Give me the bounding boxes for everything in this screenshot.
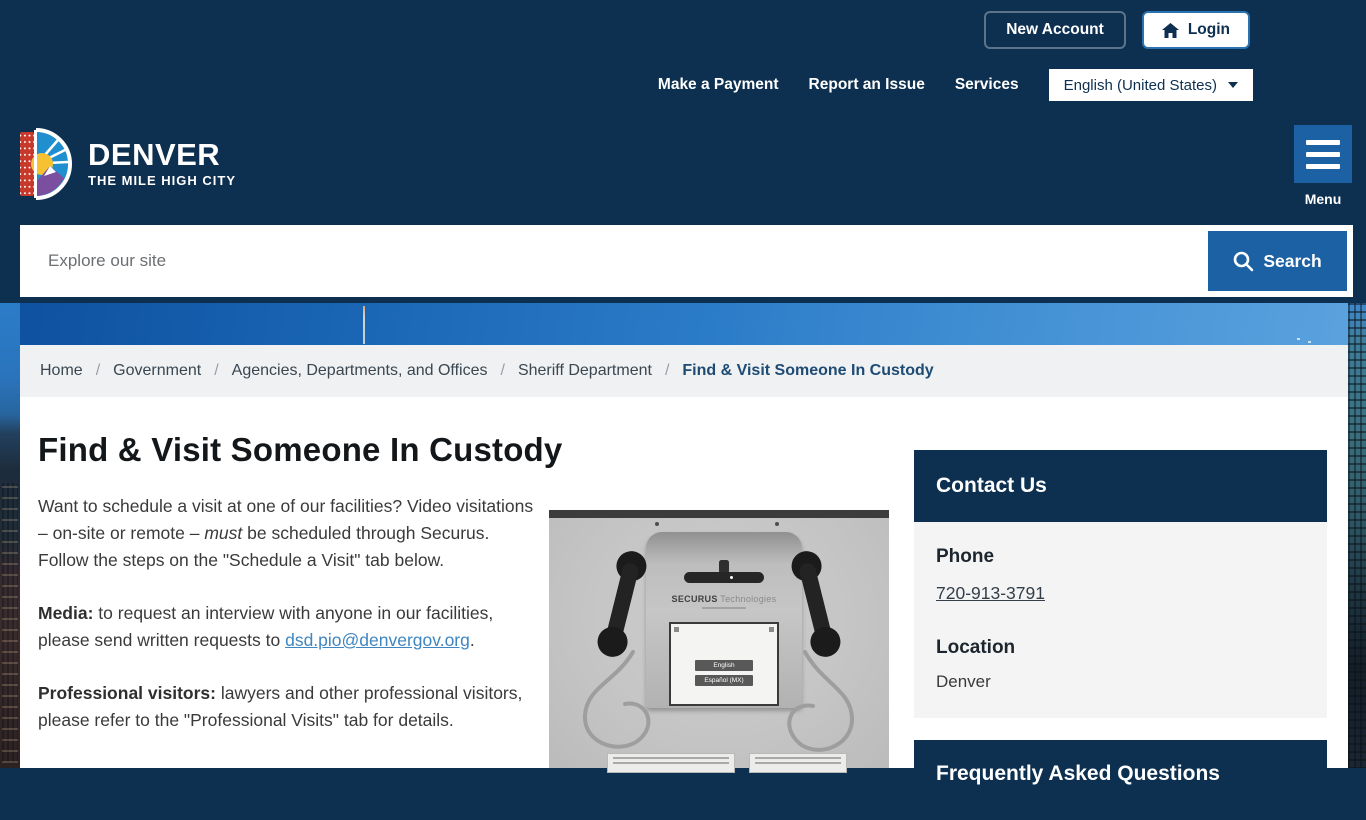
menu-button[interactable] (1293, 125, 1353, 207)
breadcrumb-home[interactable]: Home (40, 362, 83, 379)
breadcrumb-agencies[interactable]: Agencies, Departments, and Offices (231, 362, 488, 379)
body-copy (38, 493, 543, 760)
contact-us-heading: Contact Us (936, 474, 1047, 497)
phone-link[interactable]: 720-913-3791 (936, 583, 1045, 603)
breadcrumb-sheriff-department[interactable]: Sheriff Department (517, 362, 652, 379)
denver-logo-emblem (18, 126, 74, 202)
breadcrumb (20, 345, 1348, 397)
contact-us-header (914, 450, 1327, 522)
search-icon (1233, 251, 1253, 271)
language-selector-value: English (United States) (1063, 76, 1217, 94)
background-skyline-left (0, 303, 20, 768)
menu-label: Menu (1304, 191, 1342, 207)
home-icon (1162, 23, 1179, 38)
login-label: Login (1187, 21, 1230, 38)
page-title: Find & Visit Someone In Custody (38, 431, 563, 468)
skyline-light (1297, 338, 1300, 340)
paragraph-professional-visitors: Professional visitors: lawyers and other professional visitors, please refer to the "Professional Visits" tab for details. (38, 683, 523, 730)
second-panel-heading: Frequently Asked Questions (936, 762, 1220, 785)
breadcrumb-separator: / (214, 362, 219, 379)
login-button[interactable] (1142, 11, 1250, 49)
hamburger-icon (1294, 125, 1352, 183)
search-button-label: Search (1263, 250, 1322, 271)
kiosk-brand-light: Technologies (720, 594, 777, 604)
phone-label: Phone (936, 546, 995, 567)
paragraph-media: Media: to request an interview with anyone in our facilities, please send written requests to dsd.pio@denvergov.org. (38, 603, 494, 650)
wall-notice (749, 753, 847, 773)
skyline-light (1308, 341, 1311, 343)
site-search (20, 225, 1353, 297)
wall-notice (607, 753, 735, 773)
denver-logo-text (88, 137, 236, 188)
breadcrumb-current: Find & Visit Someone In Custody (682, 362, 934, 379)
site-header (0, 0, 1366, 303)
nav-services[interactable]: Services (954, 76, 1019, 93)
account-actions (984, 11, 1250, 49)
paragraph-schedule: Want to schedule a visit at one of our facilities? Video visitations – on-site or remote – must be scheduled through Securus. Follow the steps on the "Schedule a Visit" tab below. (38, 496, 534, 570)
utility-nav (658, 69, 1253, 101)
building-spire (363, 306, 365, 344)
italic-must: must (204, 523, 243, 543)
breadcrumb-government[interactable]: Government (113, 362, 202, 379)
location-value: Denver (936, 672, 991, 691)
content-card (20, 345, 1348, 785)
sidebar-second-panel (914, 740, 1327, 820)
nav-report-an-issue[interactable]: Report an Issue (808, 76, 925, 93)
logo-tagline: THE MILE HIGH CITY (88, 173, 236, 188)
new-account-label: New Account (1006, 21, 1104, 38)
media-email-link[interactable]: dsd.pio@denvergov.org (285, 630, 470, 650)
background-skyline-right (1348, 303, 1366, 768)
visitation-kiosk-photo (549, 510, 889, 768)
language-selector[interactable] (1049, 69, 1253, 101)
kiosk-espanol-button: Español (MX) (695, 675, 753, 686)
kiosk-brand-bold: SECURUS (671, 594, 718, 604)
handset-cables (549, 510, 889, 768)
location-label: Location (936, 637, 1016, 658)
caret-down-icon (1228, 82, 1238, 88)
kiosk-english-button: English (695, 660, 753, 671)
breadcrumb-separator: / (500, 362, 505, 379)
search-input[interactable] (20, 225, 1202, 297)
new-account-button[interactable] (984, 11, 1126, 49)
breadcrumb-separator: / (664, 362, 670, 379)
nav-make-a-payment[interactable]: Make a Payment (657, 76, 779, 93)
search-button[interactable] (1208, 231, 1347, 291)
breadcrumb-separator: / (95, 362, 101, 379)
contact-us-body (914, 522, 1327, 718)
logo-name: DENVER (88, 137, 221, 172)
denver-logo[interactable] (18, 126, 236, 202)
